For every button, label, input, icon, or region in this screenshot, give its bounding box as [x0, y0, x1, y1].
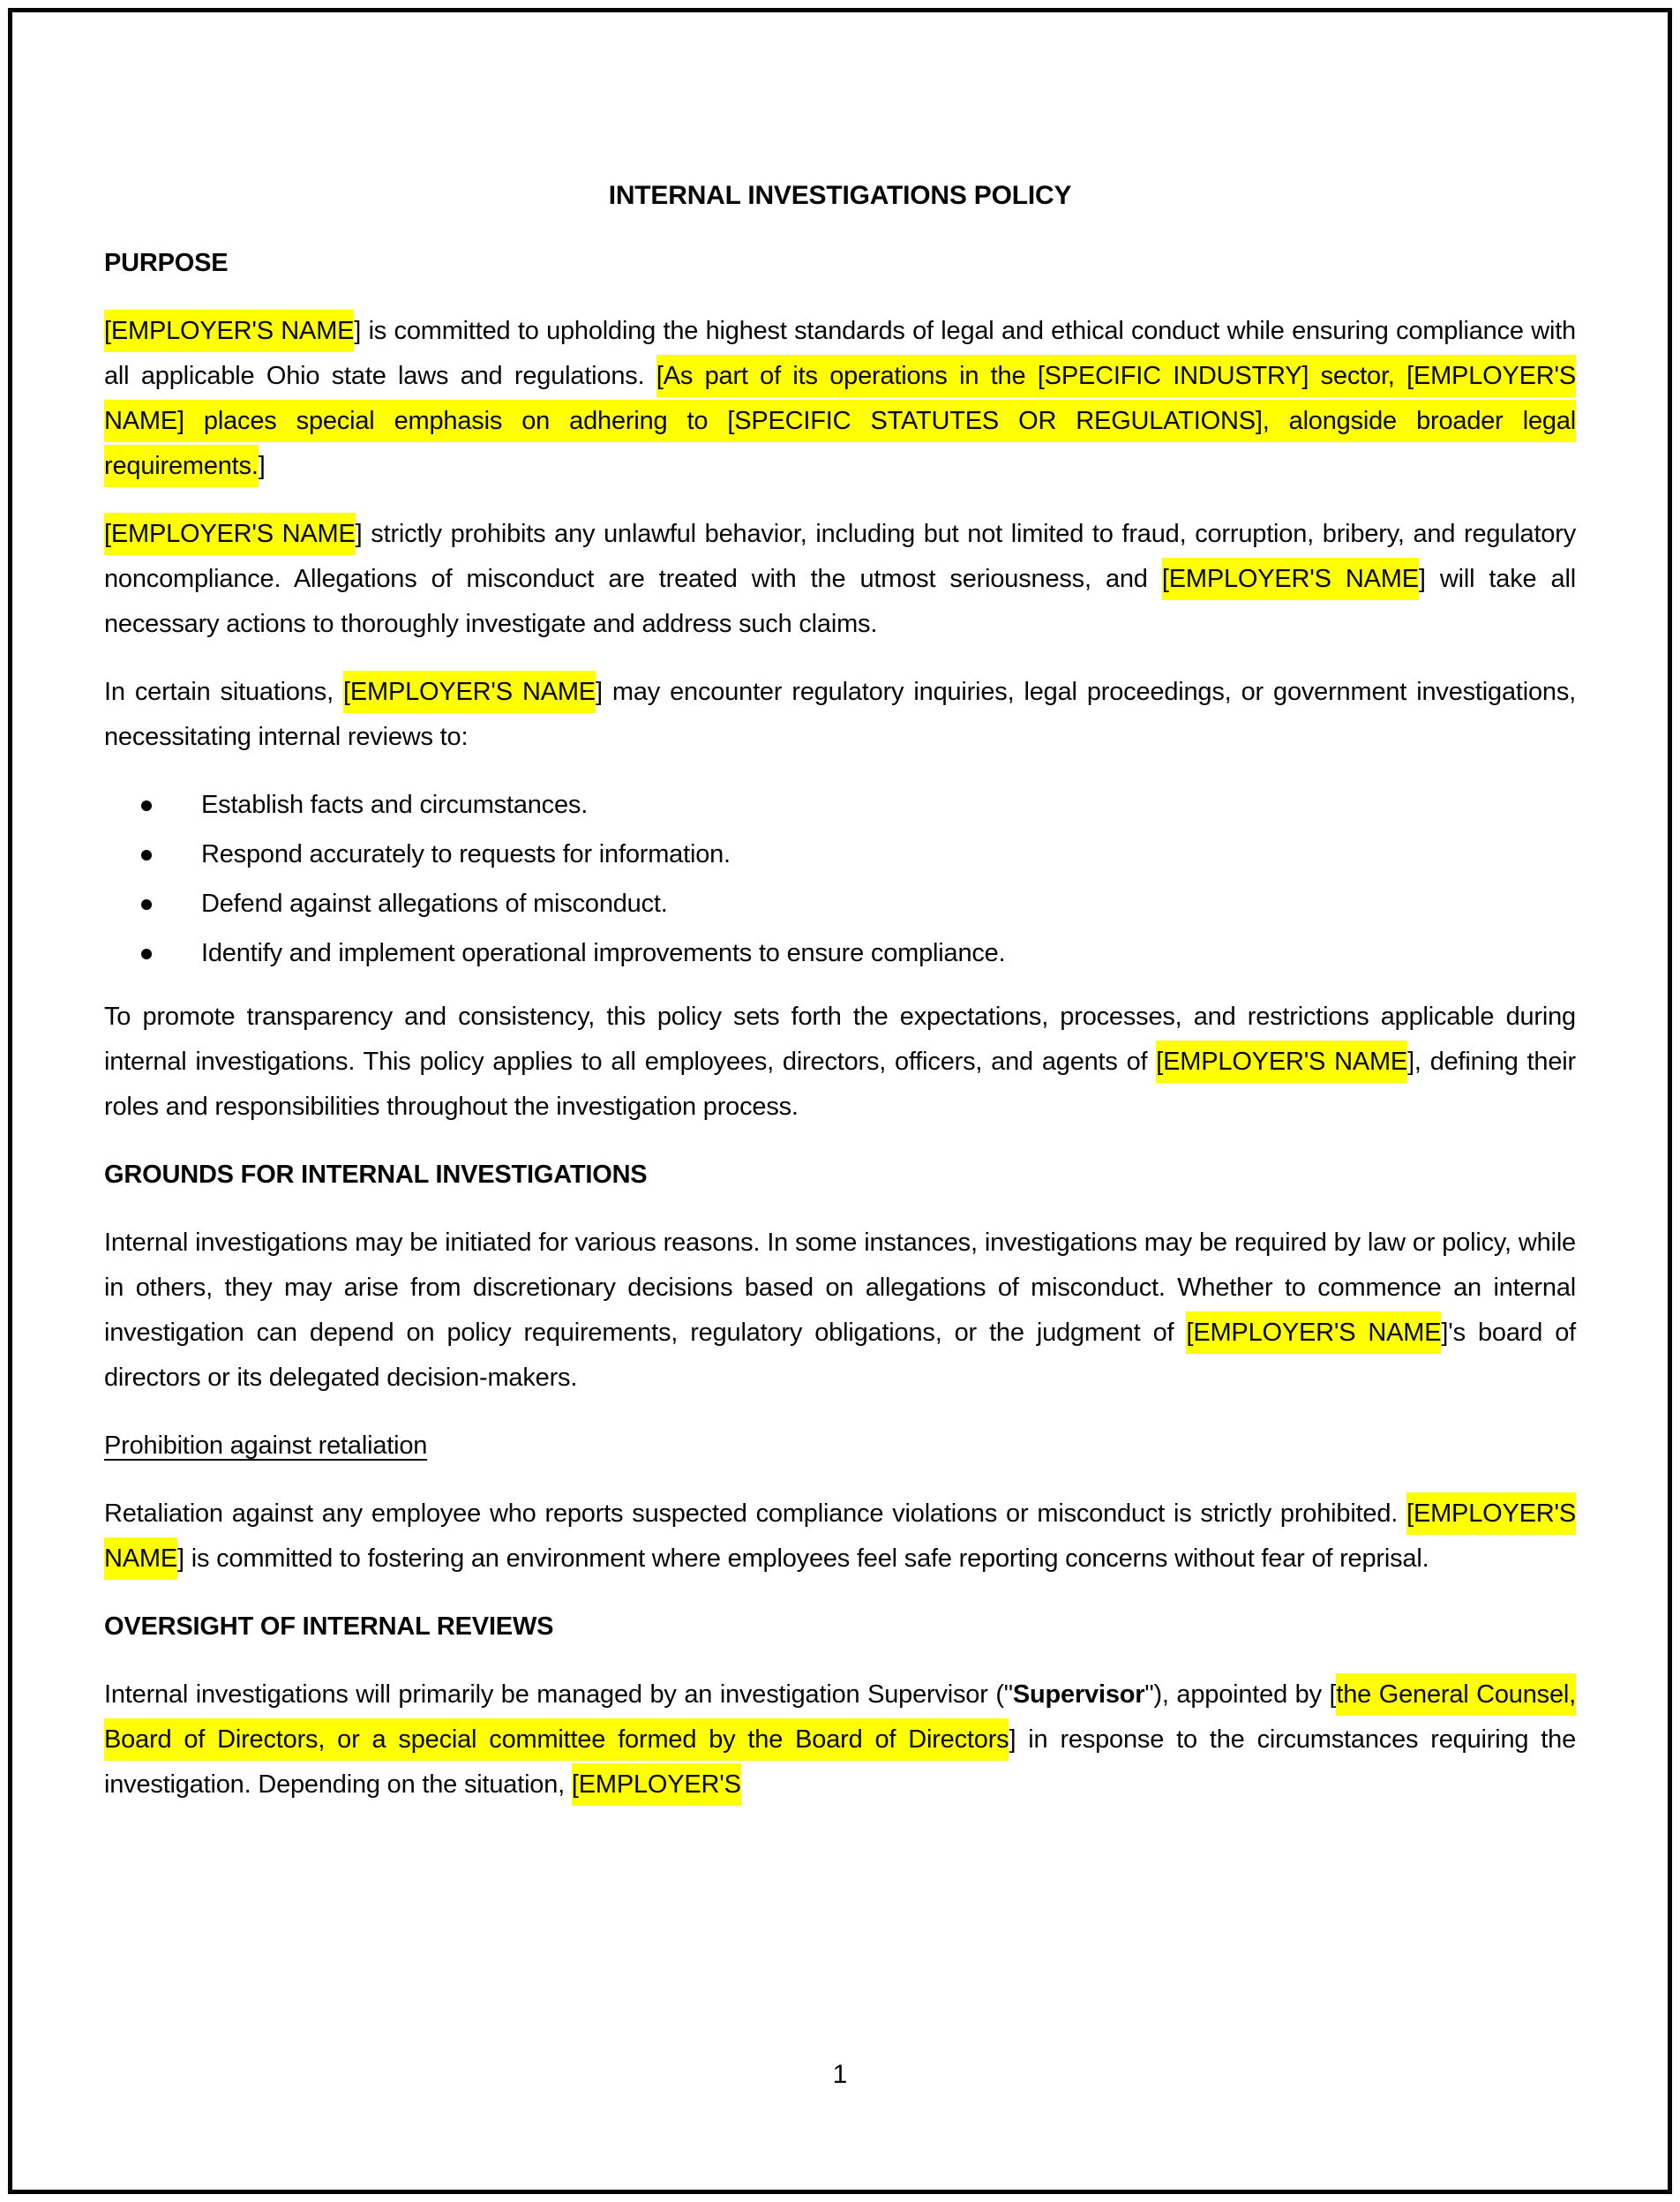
grounds-paragraph-1	[104, 1221, 1576, 1401]
purpose-paragraph-3	[104, 670, 1576, 760]
document-body	[104, 241, 1576, 1807]
purpose-paragraph-4	[104, 995, 1576, 1130]
oversight-heading	[104, 1605, 1576, 1650]
text-run: OVERSIGHT OF INTERNAL REVIEWS	[104, 1612, 554, 1641]
text-run: Establish facts and circumstances.	[201, 791, 589, 819]
text-run: In certain situations,	[104, 678, 343, 706]
text-run: Defend against allegations of misconduct.	[201, 890, 668, 918]
document-title: INTERNAL INVESTIGATIONS POLICY	[608, 181, 1072, 210]
text-run: ] will take all necessary actions to thoroughly investigate and address such claims.	[104, 565, 1576, 638]
text-run: GROUNDS FOR INTERNAL INVESTIGATIONS	[104, 1161, 648, 1189]
bullet-icon	[141, 949, 152, 959]
highlighted-placeholder-run: [EMPLOYER'S NAME	[1162, 558, 1419, 600]
text-run: "), appointed by [	[1144, 1680, 1337, 1709]
page-number: 1	[832, 2060, 848, 2089]
text-run: Respond accurately to requests for information.	[201, 840, 731, 868]
purpose-paragraph-2	[104, 512, 1576, 647]
text-run: Supervisor	[1012, 1680, 1145, 1709]
grounds-heading	[104, 1153, 1576, 1198]
retaliation-subheading	[104, 1424, 1576, 1469]
highlighted-placeholder-run: [EMPLOYER'S NAME	[1156, 1041, 1407, 1083]
text-run: ]	[258, 452, 266, 480]
highlighted-placeholder-run: [EMPLOYER'S NAME	[1186, 1311, 1441, 1354]
highlighted-placeholder-run: [As part of its operations in the [SPECIFIC INDUSTRY] sector, [EMPLOYER'S NAME] places special emphasis on adhering to [SPECIFIC STATUTES OR REGULATIONS], alongside broader legal requirements.	[104, 355, 1576, 487]
text-run: PURPOSE	[104, 249, 229, 277]
purpose-heading	[104, 241, 1576, 286]
bullet-icon	[141, 899, 152, 910]
bullet-item	[104, 783, 1576, 828]
text-run: Retaliation against any employee who reports suspected compliance violations or misconduct is strictly prohibited.	[104, 1499, 1407, 1528]
text-run: ] strictly prohibits any unlawful behavior, including but not limited to fraud, corruption, bribery, and regulatory noncompliance. Allegations of misconduct are treated with the utmost seriousness, and	[104, 520, 1576, 593]
text-run: ], defining their roles and responsibilities throughout the investigation process.	[104, 1048, 1576, 1121]
bullet-icon	[141, 850, 152, 861]
text-run: To promote transparency and consistency, this policy sets forth the expectations, processes, and restrictions applicable during internal investigations. This policy applies to all employees, directors, officers, and agents of	[104, 1003, 1576, 1076]
highlighted-placeholder-run: [EMPLOYER'S NAME	[104, 1492, 1576, 1580]
highlighted-placeholder-run: [EMPLOYER'S	[572, 1763, 741, 1806]
retaliation-paragraph-1	[104, 1492, 1576, 1582]
bullet-item	[104, 832, 1576, 877]
text-run: Internal investigations will primarily be managed by an investigation Supervisor ("	[104, 1680, 1013, 1709]
text-run: ] is committed to fostering an environment where employees feel safe reporting concerns without fear of reprisal.	[177, 1544, 1429, 1573]
document-content	[104, 173, 1576, 1830]
text-run: Identify and implement operational improvements to ensure compliance.	[201, 939, 1006, 967]
internal-review-goals-list	[104, 783, 1576, 976]
text-run: Prohibition against retaliation	[104, 1432, 428, 1460]
highlighted-placeholder-run: [EMPLOYER'S NAME	[104, 513, 356, 555]
highlighted-placeholder-run: [EMPLOYER'S NAME	[104, 310, 354, 352]
bullet-item	[104, 882, 1576, 927]
text-run: ]'s board of directors or its delegated decision-makers.	[104, 1319, 1576, 1392]
text-run: ] may encounter regulatory inquiries, legal proceedings, or government investigations, necessitating internal reviews to:	[104, 678, 1576, 751]
highlighted-placeholder-run: the General Counsel, Board of Directors, or a special committee formed by the Board of Directors	[104, 1673, 1576, 1761]
oversight-paragraph-1	[104, 1672, 1576, 1807]
text-run: ] is committed to upholding the highest standards of legal and ethical conduct while ensuring compliance with all applicable Ohio state laws and regulations.	[104, 317, 1576, 390]
text-run: Internal investigations may be initiated for various reasons. In some instances, investigations may be required by law or policy, while in others, they may arise from discretionary decisions based on allegations of misconduct. Whether to commence an internal investigation can depend on policy requirements, regulatory obligations, or the judgment of	[104, 1229, 1576, 1347]
text-run: ] in response to the circumstances requiring the investigation. Depending on the situation,	[104, 1725, 1576, 1799]
bullet-item	[104, 931, 1576, 976]
highlighted-placeholder-run: [EMPLOYER'S NAME	[343, 671, 596, 713]
bullet-icon	[141, 800, 152, 811]
purpose-paragraph-1	[104, 309, 1576, 489]
